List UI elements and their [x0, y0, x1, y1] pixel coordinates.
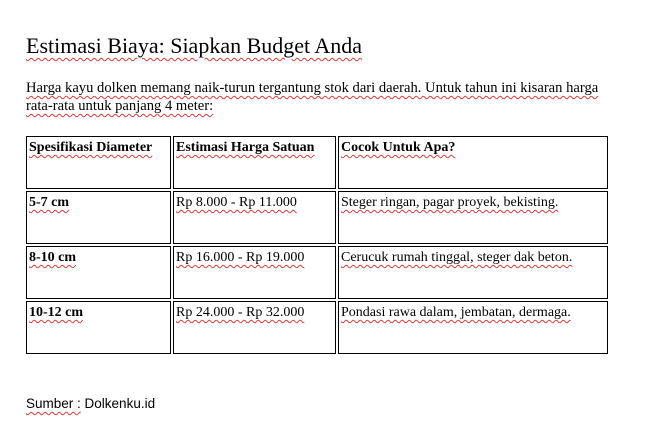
document-title: Estimasi Biaya: Siapkan Budget Anda [26, 33, 363, 58]
cell-diameter: 8-10 cm [26, 246, 171, 299]
intro-paragraph: Harga kayu dolken memang naik-turun tergantung stok dari daerah. Untuk tahun ini kisaran harga rata-rata untuk panjang 4 meter: [26, 80, 599, 114]
table-row [26, 191, 608, 244]
cell-price: Rp 16.000 - Rp 19.000 [173, 246, 336, 299]
cell-diameter: 5-7 cm [26, 191, 171, 244]
cell-usage: Cerucuk rumah tinggal, steger dak beton. [338, 246, 608, 299]
header-diameter: Spesifikasi Diameter [26, 136, 171, 189]
cell-price: Rp 8.000 - Rp 11.000 [173, 191, 336, 244]
table-row [26, 246, 608, 299]
table-header-row [26, 136, 608, 189]
header-price: Estimasi Harga Satuan [173, 136, 336, 189]
source-label: Sumber : [26, 396, 81, 411]
cell-usage: Steger ringan, pagar proyek, bekisting. [338, 191, 608, 244]
source-line [26, 396, 155, 412]
table-row [26, 301, 608, 354]
cell-price: Rp 24.000 - Rp 32.000 [173, 301, 336, 354]
price-table [24, 134, 610, 356]
source-value: Dolkenku.id [84, 396, 156, 411]
cell-diameter: 10-12 cm [26, 301, 171, 354]
cell-usage: Pondasi rawa dalam, jembatan, dermaga. [338, 301, 608, 354]
header-usage: Cocok Untuk Apa? [338, 136, 608, 189]
